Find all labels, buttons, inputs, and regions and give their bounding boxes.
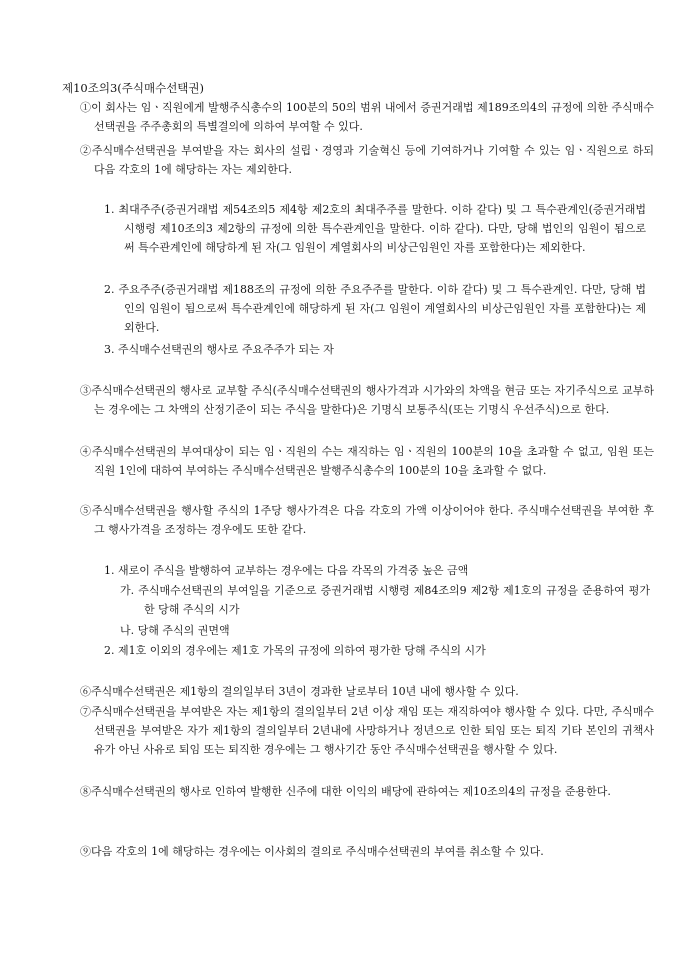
paragraph-5-item-1: 1. 새로이 주식을 발행하여 교부하는 경우에는 다음 각목의 가격중 높은 금액 <box>104 564 469 577</box>
article-title: 제10조의3(주식매수선택권) <box>62 81 205 95</box>
paragraph-8: ⑧주식매수선택권의 행사로 인하여 발행한 신주에 대한 이익의 배당에 관하여는 제10조의4의 규정을 준용한다. <box>80 785 611 798</box>
paragraph-7: ⑦주식매수선택권을 부여받은 자는 제1항의 결의일부터 2년 이상 재임 또는 재직하여야 행사할 수 있다. 다만, 주식매수선택권을 부여받은 자가 제1항의 결의일부터 2년내에 사망하거나 정년으로 인한 퇴임 또는 퇴직 기타 본인의 귀책사유가 아닌 사유로 퇴임 또는 퇴직한 경우에는 그 행사기간 동안 주식매수선택권을 행사할 수 있다. <box>80 705 654 756</box>
paragraph-4: ④주식매수선택권의 부여대상이 되는 임ㆍ직원의 수는 재직하는 임ㆍ직원의 100분의 10을 초과할 수 없고, 임원 또는 직원 1인에 대하여 부여하는 주식매수선택권은 발행주식총수의 100분의 10을 초과할 수 없다. <box>80 445 654 477</box>
paragraph-5: ⑤주식매수선택권을 행사할 주식의 1주당 행사가격은 다음 각호의 가액 이상이어야 한다. 주식매수선택권을 부여한 후 그 행사가격을 조정하는 경우에도 또한 같다. <box>80 504 654 536</box>
paragraph-5-item-2: 2. 제1호 이외의 경우에는 제1호 가목의 규정에 의하여 평가한 당해 주식의 시가 <box>104 644 486 657</box>
paragraph-2-item-1: 1. 최대주주(증권거래법 제54조의5 제4항 제2호의 최대주주를 말한다. 이하 같다) 및 그 특수관계인(증권거래법 시행령 제10조의3 제2항의 규정에 의한 특수관계인을 말한다. 이하 같다). 다만, 당해 법인의 임원이 됨으로써 특수관계인에 해당하게 된 자(그 임원이 계열회사의 비상근임원인 자를 포함한다)는 제외한다. <box>104 203 646 254</box>
paragraph-3: ③주식매수선택권의 행사로 교부할 주식(주식매수선택권의 행사가격과 시가와의 차액을 현금 또는 자기주식으로 교부하는 경우에는 그 차액의 산정기준이 되는 주식을 말한다)은 기명식 보통주식(또는 기명식 우선주식)으로 한다. <box>80 384 654 416</box>
paragraph-2: ②주식매수선택권을 부여받을 자는 회사의 설립ㆍ경영과 기술혁신 등에 기여하거나 기여할 수 있는 임ㆍ직원으로 하되 다음 각호의 1에 해당하는 자는 제외한다. <box>80 144 654 176</box>
paragraph-9: ⑨다음 각호의 1에 해당하는 경우에는 이사회의 결의로 주식매수선택권의 부여를 취소할 수 있다. <box>80 845 544 858</box>
paragraph-5-subitem-na: 나. 당해 주식의 권면액 <box>120 624 230 637</box>
paragraph-1: ①이 회사는 임ㆍ직원에게 발행주식총수의 100분의 50의 범위 내에서 증권거래법 제189조의4의 규정에 의한 주식매수선택권을 주주총회의 특별결의에 의하여 부여할 수 있다. <box>80 101 654 133</box>
paragraph-2-item-2: 2. 주요주주(증권거래법 제188조의 규정에 의한 주요주주를 말한다. 이하 같다) 및 그 특수관계인. 다만, 당해 법인의 임원이 됨으로써 특수관계인에 해당하게 된 자(그 임원이 계열회사의 비상근임원인 자를 포함한다)는 제외한다. <box>104 283 646 334</box>
paragraph-5-subitem-ga: 가. 주식매수선택권의 부여일을 기준으로 증권거래법 시행령 제84조의9 제2항 제1호의 규정을 준용하여 평가한 당해 주식의 시가 <box>120 584 650 616</box>
paragraph-2-item-3: 3. 주식매수선택권의 행사로 주요주주가 되는 자 <box>104 343 334 356</box>
paragraph-6: ⑥주식매수선택권은 제1항의 결의일부터 3년이 경과한 날로부터 10년 내에 행사할 수 있다. <box>80 685 519 698</box>
